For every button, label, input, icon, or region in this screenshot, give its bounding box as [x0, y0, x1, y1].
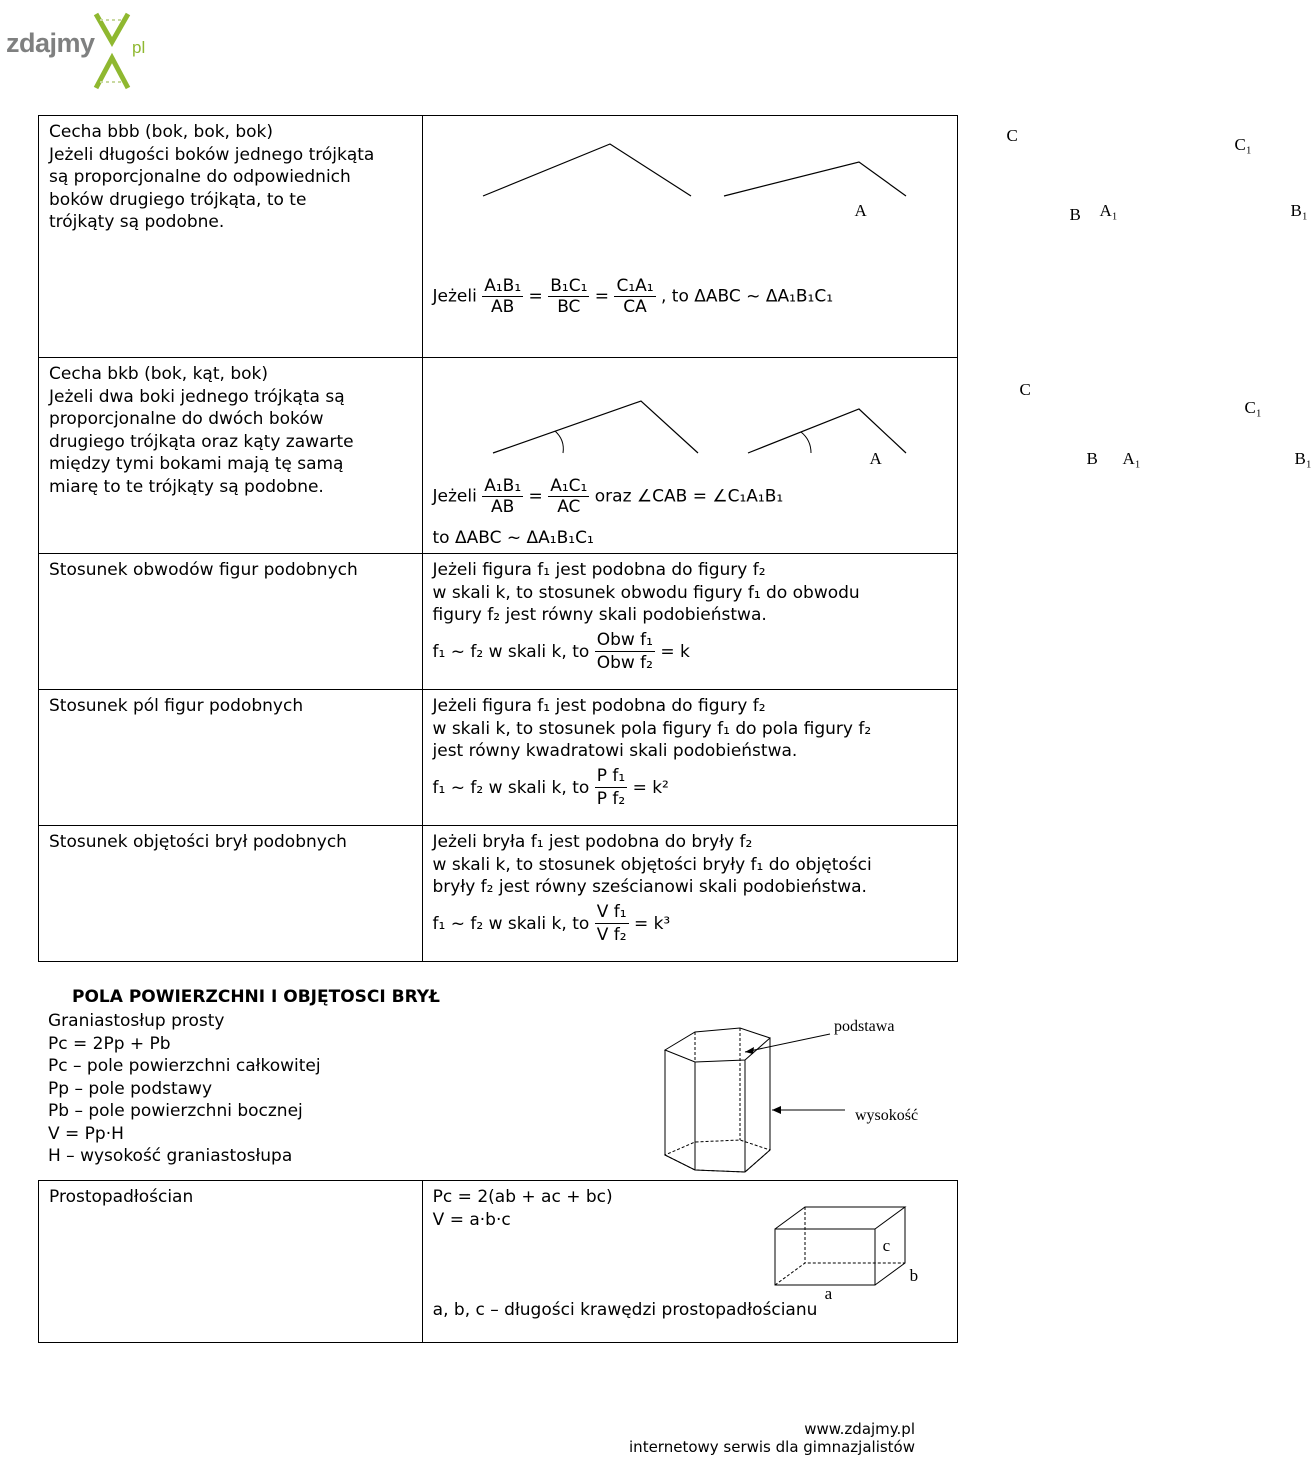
similarity-table: [38, 115, 1312, 962]
text-line: Jeżeli figura f₁ jest podobna do figury f₂: [432, 560, 766, 580]
bbb-formula: Jeżeli $\frac{\text{A₁B₁}}{AB}$ = $\frac{\text{B₁C₁}}{BC}$ = $\frac{\text{C₁A₁}}{CA}$ , to ΔABC ~ ΔA₁B₁C₁: [432, 276, 834, 317]
row-bbb: [39, 116, 958, 358]
volume-formula: [433, 901, 947, 947]
bbb-line: Jeżeli długości boków jednego trójkąta: [49, 144, 375, 165]
bbb-line: Cecha bbb (bok, bok, bok): [49, 122, 274, 142]
bbb-triangles: [423, 116, 959, 216]
cuboid-title: Prostopadłościan: [49, 1187, 194, 1207]
fraction: $\frac{\text{B₁C₁}}{BC}$: [550, 276, 588, 317]
text-line: Pc = 2(ab + ac + bc): [432, 1187, 613, 1207]
formula-rhs: = k³: [633, 913, 671, 934]
fraction: $\frac{\text{P f₁}}{\text{P f₂}}$: [596, 765, 626, 809]
bkb-description: [39, 358, 422, 503]
bkb-line: Jeżeli dwa boki jednego trójkąta są: [49, 386, 345, 407]
text-line: bryły f₂ jest równy sześcianowi skali podobieństwa.: [432, 877, 867, 897]
label-A1: A₁: [1122, 449, 1141, 468]
bkb-line: miarę to te trójkąty są podobne.: [49, 476, 324, 497]
label-C1: C₁: [1234, 135, 1252, 154]
bkb-conclusion: to ΔABC ~ ΔA₁B₁C₁: [432, 528, 594, 548]
bkb-line: między tymi bokami mają tę samą: [49, 454, 344, 474]
fraction: $\frac{\text{A₁B₁}}{AB}$: [484, 476, 522, 517]
label-A1: A₁: [1099, 201, 1118, 220]
bkb-line: drugiego trójkąta oraz kąty zawarte: [49, 431, 354, 452]
label-A: A: [869, 449, 882, 468]
fraction: $\frac{\text{Obw f₁}}{\text{Obw f₂}}$: [596, 629, 653, 673]
area-title: Stosunek pól figur podobnych: [49, 696, 304, 716]
formula-rhs: = k: [660, 641, 690, 662]
area-text: [423, 690, 957, 816]
text-line: Graniastosłup prosty: [48, 1011, 225, 1031]
formula-if: Jeżeli: [432, 286, 477, 307]
text-line: Pc – pole powierzchni całkowitej: [48, 1056, 321, 1076]
formula-if: Jeżeli: [432, 486, 477, 507]
label-C1: C₁: [1244, 398, 1262, 417]
text-line: w skali k, to stosunek pola figury f₁ do pola figury f₂: [432, 718, 872, 739]
formula-lhs: f₁ ~ f₂ w skali k, to: [432, 641, 590, 662]
zdajmy-logo: [4, 8, 154, 90]
fraction: $\frac{\text{A₁C₁}}{AC}$: [550, 476, 588, 517]
text-line: Jeżeli figura f₁ jest podobna do figury f₂: [432, 696, 766, 716]
row-volume: [39, 826, 958, 962]
bbb-line: boków drugiego trójkąta, to te: [49, 189, 307, 210]
footer: [629, 1420, 915, 1456]
logo-suffix: pl: [132, 38, 146, 57]
formula-angle: oraz ∠CAB = ∠C₁A₁B₁: [594, 486, 784, 507]
footer-url[interactable]: www.zdajmy.pl: [804, 1420, 915, 1438]
bkb-line: Cecha bkb (bok, kąt, bok): [49, 364, 268, 384]
label-B1: B₁: [1294, 449, 1312, 468]
text-line: V = a·b·c: [432, 1209, 511, 1230]
formula-then: , to ΔABC ~ ΔA₁B₁C₁: [661, 286, 834, 307]
text-line: V = Pp·H: [48, 1123, 124, 1144]
prism-description: [48, 1010, 321, 1168]
bbb-line: trójkąty są podobne.: [49, 212, 225, 232]
text-line: Pp – pole podstawy: [48, 1078, 213, 1099]
perimeter-formula: [433, 629, 947, 675]
area-formula: [433, 765, 947, 811]
label-c: c: [882, 1236, 891, 1255]
formula-lhs: f₁ ~ f₂ w skali k, to: [432, 777, 590, 798]
volume-text: [423, 826, 957, 952]
text-line: w skali k, to stosunek objętości bryły f₁ do objętości: [432, 854, 872, 875]
text-line: Pb – pole powierzchni bocznej: [48, 1101, 303, 1121]
label-height: wysokość: [855, 1107, 919, 1124]
text-line: Jeżeli bryła f₁ jest podobna do bryły f₂: [432, 832, 753, 852]
volume-title: Stosunek objętości brył podobnych: [49, 832, 347, 852]
label-B: B: [1086, 449, 1098, 468]
bbb-line: są proporcjonalne do odpowiednich: [49, 167, 351, 187]
text-line: figury f₂ jest równy skali podobieństwa.: [432, 605, 767, 625]
perimeter-text: [423, 554, 957, 680]
fraction: $\frac{\text{C₁A₁}}{CA}$: [616, 276, 654, 317]
row-bkb: [39, 358, 958, 554]
formula-lhs: f₁ ~ f₂ w skali k, to: [432, 913, 590, 934]
fraction: $\frac{\text{A₁B₁}}{AB}$: [484, 276, 522, 317]
perimeter-title: Stosunek obwodów figur podobnych: [49, 560, 358, 580]
bkb-formula: Jeżeli $\frac{\text{A₁B₁}}{AB}$ = $\frac{\text{A₁C₁}}{AC}$ oraz ∠CAB = ∠C₁A₁B₁: [432, 476, 784, 517]
bbb-description: [39, 116, 422, 239]
fraction: $\frac{\text{V f₁}}{\text{V f₂}}$: [596, 901, 627, 945]
label-C: C: [1006, 126, 1018, 145]
label-C: C: [1019, 380, 1031, 399]
text-line: jest równy kwadratowi skali podobieństwa.: [432, 741, 798, 761]
label-base: podstawa: [834, 1018, 895, 1035]
formula-rhs: = k²: [632, 777, 669, 798]
label-a: a: [824, 1284, 833, 1303]
label-A: A: [854, 201, 867, 220]
section-heading: POLA POWIERZCHNI I OBJĘTOSCI BRYŁ: [72, 987, 440, 1007]
text-line: w skali k, to stosunek obwodu figury f₁ do obwodu: [432, 582, 860, 603]
hexagonal-prism-diagram: [640, 1010, 860, 1180]
label-B: B: [1069, 205, 1081, 224]
row-perimeter: [39, 554, 958, 690]
cuboid-diagram: [763, 1203, 933, 1293]
text-line: Pc = 2Pp + Pb: [48, 1033, 171, 1054]
label-B1: B₁: [1290, 201, 1308, 220]
footer-tagline: internetowy serwis dla gimnazjalistów: [629, 1438, 915, 1456]
bkb-triangles: [423, 358, 959, 458]
row-area: [39, 690, 958, 826]
bkb-line: proporcjonalne do dwóch boków: [49, 409, 324, 429]
label-b: b: [909, 1266, 919, 1285]
cuboid-note: a, b, c – długości krawędzi prostopadłościanu: [432, 1300, 818, 1320]
text-line: H – wysokość graniastosłupa: [48, 1146, 293, 1166]
cuboid-table: [38, 1180, 958, 1343]
logo-name: zdajmy: [6, 28, 95, 58]
